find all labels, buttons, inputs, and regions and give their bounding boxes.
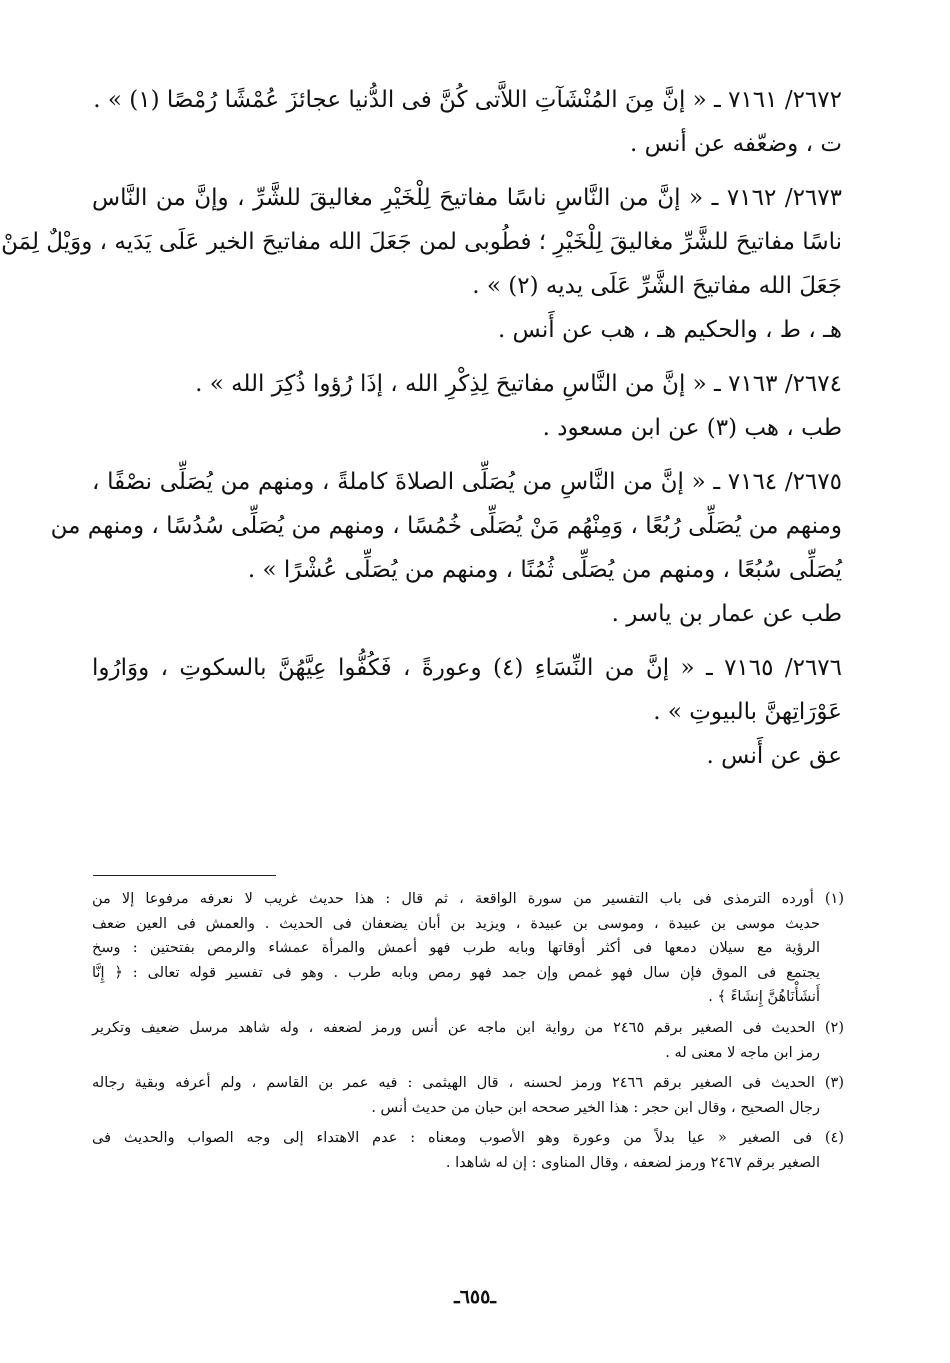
hadith-text-line: يُصَلِّى سُبُعًا ، ومنهم من يُصَلِّى ثُمُنًا ، ومنهم من يُصَلِّى عُشْرًا » . <box>247 557 842 583</box>
hadith-text-line: عَوْرَاتِهنَّ بالبيوتِ » . <box>653 699 842 725</box>
hadith-source: طب عن عمار بن ياسر . <box>611 601 842 627</box>
hadith-text-line: جَعَلَ الله مفاتيحَ الشَّرِّ عَلَى يديه (٢) » . <box>472 273 842 299</box>
hadith-text-line: ٢٦٧٤/ ٧١٦٣ ـ « إنَّ من النَّاسِ مفاتيحَ لِذِكْرِ الله ، إذَا رُؤوا ذُكِرَ الله » . <box>195 371 842 397</box>
hadith-entry-2675 <box>50 460 842 636</box>
hadith-text-line: ٢٦٧٦/ ٧١٦٥ ـ « إنَّ من النِّسَاءِ (٤) وعورةً ، فَكُفُّوا عِيَّهُنَّ بالسكوتِ ، ووَارُوا <box>92 655 843 681</box>
hadith-text-line: ومنهم من يُصَلِّى رُبُعًا ، وَمِنْهُم مَنْ يُصَلِّى خُمُسًا ، ومنهم من يُصَلِّى سُدُسًا ، ومنهم من <box>50 513 842 539</box>
hadith-source: عق عن أَنس . <box>706 743 842 769</box>
hadith-source: هـ ، ط ، والحكيم هـ ، هب عن أَنس . <box>497 317 842 343</box>
footnote-line: (٤) فى الصغير « عيا بدلاً من وعورة وهو الأصوب ومعناه : عدم الاهتداء إلى وجه الصواب والحديث فى <box>92 1130 844 1147</box>
hadith-text-line: ٢٦٧٥/ ٧١٦٤ ـ « إنَّ من النَّاسِ من يُصَلِّى الصلاةَ كاملةً ، ومنهم من يُصَلِّى نصْفًا ، <box>92 469 842 495</box>
hadith-text-line: ٢٦٧٢/ ٧١٦١ ـ « إنَّ مِنَ المُنْشَآتِ اللاَّتى كُنَّ فى الدُّنيا عجائزَ عُمْشًا رُمْصًا (١) » . <box>93 87 842 113</box>
footnote-line: الرؤية مع سيلان دمعها فى أكثر أوقاتها وبابه طرب فهو أعمش والمرأة عمشاء والرمص بفتحتين : وسخ <box>92 940 820 957</box>
footnote-line: رمز ابن ماجه لا معنى له . <box>665 1044 820 1061</box>
footnote-2 <box>92 1016 844 1065</box>
hadith-entry-2674 <box>92 362 842 450</box>
footnote-3 <box>92 1071 844 1120</box>
footnote-line: (٣) الحديث فى الصغير برقم ٢٤٦٦ ورمز لحسنه ، قال الهيثمى : فيه عمر بن القاسم ، ولم أعرفه وبقية رجاله <box>92 1075 845 1092</box>
hadith-entries <box>1 78 843 778</box>
footnote-1 <box>92 887 844 1010</box>
hadith-entry-2676 <box>92 646 842 778</box>
footnotes <box>92 887 844 1176</box>
footnote-line: (١) أورده الترمذى فى باب التفسير من سورة الواقعة ، ثم قال : هذا حديث غريب لا نعرفه مرفوعا إلا من <box>92 891 844 907</box>
footnote-4 <box>92 1126 844 1175</box>
hadith-text-line: ٢٦٧٣/ ٧١٦٢ ـ « إنَّ من النَّاسِ ناسًا مفاتيحَ لِلْخَيْرِ مغاليقَ للشَّرِّ ، وإنَّ من النَّاس <box>92 185 842 211</box>
hadith-text-line: ناسًا مفاتيحَ للشَّرِّ مغاليقَ لِلْخَيْرِ ؛ فطُوبى لمن جَعَلَ الله مفاتيحَ الخير عَلَى يَدَيه ، ووَيْلٌ لِمَنْ <box>1 229 842 255</box>
hadith-source: طب ، هب (٣) عن ابن مسعود . <box>542 415 842 441</box>
footnote-line: أَنشَأْنَاهُنَّ إِنشَاءً ﴾ . <box>708 989 820 1006</box>
hadith-source: ت ، وضعّفه عن أنس . <box>630 131 842 157</box>
hadith-entry-2672 <box>92 78 842 166</box>
hadith-entry-2673 <box>1 176 842 352</box>
footnote-line: الصغير برقم ٢٤٦٧ ورمز لضعفه ، وقال المناوى : إن له شاهدا . <box>445 1154 820 1171</box>
footnote-divider <box>93 875 276 876</box>
footnote-line: يجتمع فى الموق فإن سال فهو غمص وإن جمد فهو رمص وبابه طرب . وهو فى تفسير قوله تعالى : ﴿ إِنَّا <box>92 964 820 981</box>
footnote-line: رجال الصحيح ، وقال ابن حجر : هذا الخير صححه ابن حبان من حديث أنس . <box>371 1099 820 1116</box>
footnote-line: حديث موسى بن عبيدة ، وموسى بن عبيدة ، ويزيد بن أبان يضعفان فى الحديث . والعمش فى العين ضعف <box>92 915 820 932</box>
page-number: ـ٦٥٥ـ <box>454 1286 496 1308</box>
footnote-line: (٢) الحديث فى الصغير برقم ٢٤٦٥ من رواية ابن ماجه عن أنس ورمز لضعفه ، وله شاهد مرسل ضعيف وتكرير <box>92 1019 844 1036</box>
